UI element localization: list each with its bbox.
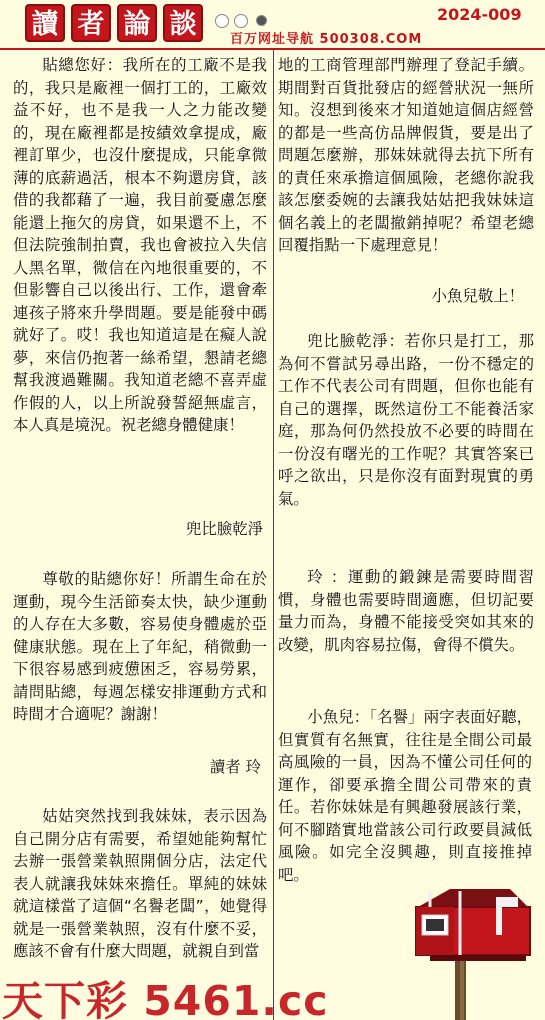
mailbox-icon xyxy=(400,885,540,1020)
letter-3 xyxy=(13,805,267,963)
letter-1 xyxy=(13,54,267,437)
title-char-3: 論 xyxy=(117,4,157,42)
title-char-4: 談 xyxy=(163,4,203,42)
letter-1-text: 貼總您好：我所在的工廠不是我的，我只是廠裡一個打工的，工廠效益不好，也不是我一人之力能改變的，現在廠裡都是按績效拿提成，廠裡訂單少，也沒什麼提成，只能拿微薄的底薪過活，根本不夠還房貸，該借的我都藉了一遍，我目前憂慮怎麼能還上拖欠的房貸，如果還不上，不但法院強制拍賣，我也會被拉入失信人黑名單，微信在內地很重要的，不但影響自己以後出行、工作，還會牽連孩子將來升學問題。要是能發中碼就好了。哎！我也知道這是在癡人說夢，來信仍抱著一絲希望，懇請老總幫我渡過難關。我知道老總不喜弄虛作假的人，以上所說發誓絕無虛言，本人真是境況。祝老總身體健康！ xyxy=(13,56,267,434)
title-char-2: 者 xyxy=(71,4,111,42)
letter-3-continued xyxy=(278,54,534,257)
column-divider xyxy=(273,50,274,1020)
dot-icon xyxy=(215,14,229,28)
header xyxy=(0,0,545,52)
reply-1-text: 兜比臉乾淨：若你只是打工，那為何不嘗試另尋出路，一份不穩定的工作不代表公司有問題，但你也能有自己的選擇，既然這份工不能養活家庭，那為何仍然投放不必要的時間在一份沒有曙光的工作呢？其實答案已呼之欲出，只是你沒有面對現實的勇氣。 xyxy=(278,332,534,508)
dot-icon xyxy=(256,15,267,26)
reply-3-text: 小魚兒：「名譽」兩字表面好聽，但實質有名無實，往往是全間公司最高風險的一員，因為不懂公司任何的運作，卻要承擔全間公司帶來的責任。若你妹妹是有興趣發展該行業，何不腳踏實地當該公司行政要員減低風險。如完全沒興趣，則直接推掉吧。 xyxy=(278,708,532,884)
watermark-bottom: 天下彩 5461.cc xyxy=(2,977,329,1020)
watermark-top: 百万网址导航 500308.COM xyxy=(230,32,423,47)
letter-1-signature: 兜比臉乾淨 xyxy=(186,520,263,538)
letter-2-signature: 讀者 玲 xyxy=(209,758,261,776)
letter-2 xyxy=(13,568,267,726)
letter-3-signature: 小魚兒敬上！ xyxy=(431,287,524,305)
reply-1 xyxy=(278,330,534,510)
reply-2 xyxy=(278,566,534,656)
letter-2-text: 尊敬的貼總你好！所謂生命在於運動，現今生活節奏太快，缺少運動的人存在大多數，容易使身體處於亞健康狀態。現在上了年紀，稍微動一下很容易感到疲憊困乏，容易勞累，請問貼總，每週怎樣安排運動方式和時間才合適呢？謝謝！ xyxy=(13,570,267,723)
reply-2-text: 玲 ：運動的鍛鍊是需要時間習慣，身體也需要時間適應，但切記要量力而為，身體不能接受突如其來的改變，肌肉容易拉傷，會得不償失。 xyxy=(278,568,534,654)
letter-3-text: 姑姑突然找到我妹妹，表示因為自己開分店有需要，希望她能夠幫忙去辦一張營業執照開個分店，法定代表人就讓我妹妹來擔任。單純的妹妹就這樣當了這個“名譽老闆”，她覺得就是一張營業執照，沒有什麼不妥，應該不會有什麼大問題，就親自到當 xyxy=(13,807,267,960)
issue-number: 2024-009 xyxy=(437,5,522,24)
title-char-1: 讀 xyxy=(25,4,65,42)
letter-3-continued-text: 地的工商管理部門辦理了登記手續。期間對百貨批發店的經營狀況一無所知。沒想到後來才知道她這個店經營的都是一些高仿品牌假貨，要是出了問題怎麼辦，那妹妹就得去抗下所有的責任來承擔這個風險，老總你說我該怎麼委婉的去讓我姑姑把我妹妹這個名義上的老闆撤銷掉呢？希望老總回覆指點一下處理意見！ xyxy=(278,56,534,254)
reply-3 xyxy=(278,706,532,886)
dot-icon xyxy=(234,14,248,28)
